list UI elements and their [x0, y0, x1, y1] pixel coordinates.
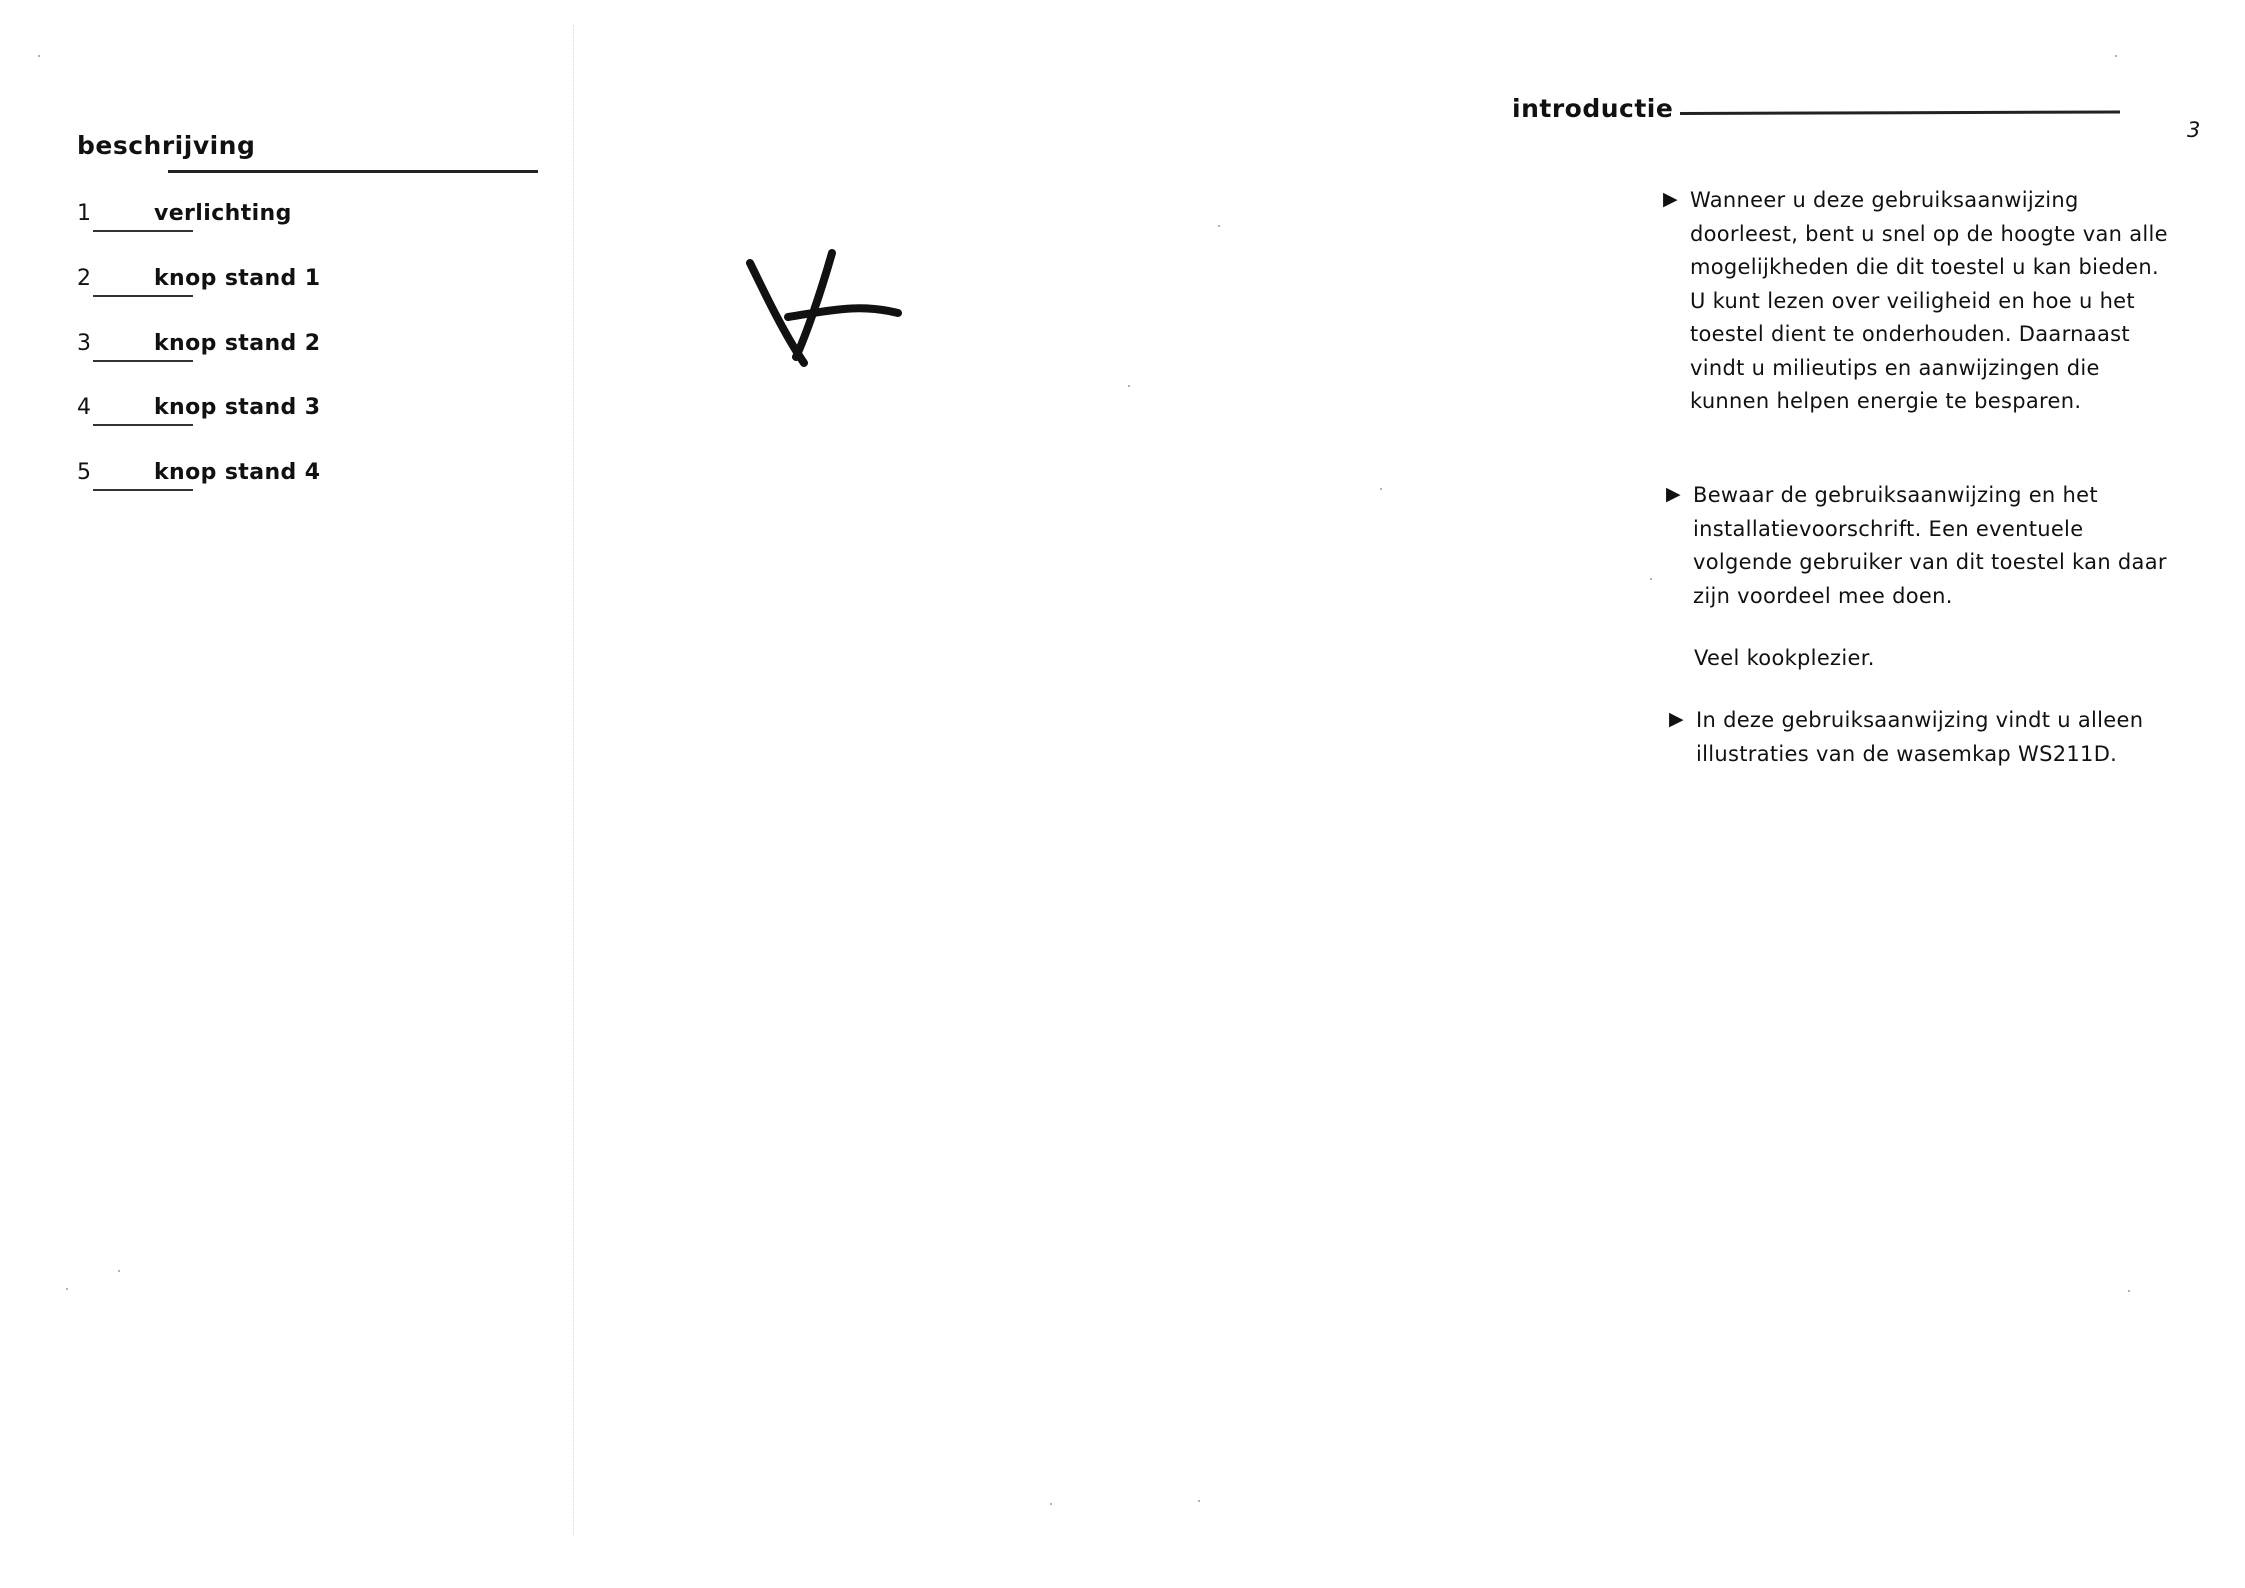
section-heading-beschrijving: beschrijving — [77, 131, 256, 160]
scan-speck — [1128, 385, 1130, 387]
bullet-arrow-icon: ▶ — [1666, 483, 1681, 505]
scan-speck — [2115, 55, 2117, 57]
legend-number: 3 — [77, 331, 91, 356]
scan-speck — [38, 55, 40, 57]
heading-rule — [168, 170, 538, 173]
section-heading-introductie: introductie — [1512, 94, 1674, 123]
legend-leader-line — [93, 360, 193, 362]
legend-leader-line — [93, 489, 193, 491]
heading-rule — [1680, 110, 2120, 115]
legend-leader-line — [93, 230, 193, 232]
legend-label: knop stand 1 — [154, 266, 321, 291]
paragraph-text: Bewaar de gebruiksaanwijzing en het installatievoorschrift. Een eventuele volgende gebruiker van dit toestel kan daar zijn voordeel mee doen. — [1693, 483, 2167, 608]
legend-number: 5 — [77, 460, 91, 485]
scan-speck — [1198, 1500, 1200, 1502]
page-number: 3 — [2187, 118, 2201, 142]
page-fold-line — [573, 25, 574, 1535]
legend-leader-line — [93, 424, 193, 426]
legend-number: 1 — [77, 201, 91, 226]
bullet-arrow-icon: ▶ — [1663, 188, 1678, 210]
paragraph-text: Wanneer u deze gebruiksaanwijzing doorleest, bent u snel op de hoogte van alle mogelijkheden die dit toestel u kan bieden. U kunt lezen over veiligheid en hoe u het toestel dient te onderhouden. Daarnaast vindt u milieutips en aanwijzingen die kunnen helpen energie te besparen. — [1690, 188, 2168, 413]
scan-speck — [66, 1288, 68, 1290]
legend-number: 2 — [77, 266, 91, 291]
intro-paragraph — [1663, 184, 2170, 419]
handwritten-mark — [740, 245, 910, 370]
closing-line — [1694, 642, 2174, 676]
legend-label: knop stand 3 — [154, 395, 321, 420]
legend-leader-line — [93, 295, 193, 297]
legend-label: verlichting — [154, 201, 292, 226]
legend-label: knop stand 4 — [154, 460, 321, 485]
scan-speck — [2128, 1290, 2130, 1292]
legend-label: knop stand 2 — [154, 331, 321, 356]
scan-speck — [1380, 488, 1382, 490]
scan-speck — [1650, 578, 1652, 580]
intro-paragraph — [1669, 704, 2176, 771]
scan-speck — [1218, 225, 1220, 227]
bullet-arrow-icon: ▶ — [1669, 708, 1684, 730]
paragraph-text: In deze gebruiksaanwijzing vindt u alleen illustraties van de wasemkap WS211D. — [1696, 708, 2144, 766]
intro-paragraph — [1666, 479, 2173, 613]
legend-number: 4 — [77, 395, 91, 420]
paragraph-text: Veel kookplezier. — [1694, 646, 1875, 670]
scan-speck — [118, 1270, 120, 1272]
scan-speck — [1050, 1503, 1052, 1505]
